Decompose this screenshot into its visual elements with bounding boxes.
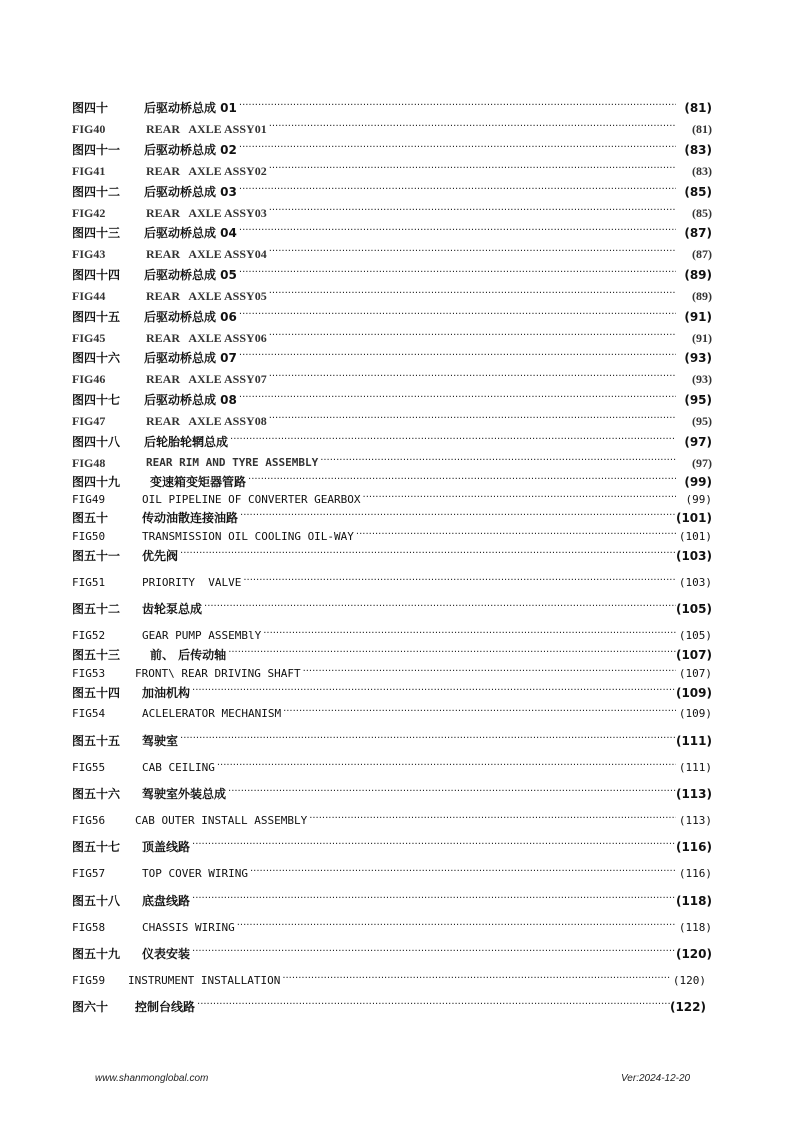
toc-page-number: (101): [675, 511, 712, 525]
toc-page-number: (97): [692, 456, 712, 470]
toc-page-number: (107): [678, 667, 712, 680]
dot-leader: [226, 646, 676, 662]
dot-leader: [190, 945, 676, 961]
toc-entry[interactable]: [72, 570, 712, 590]
toc-page-number: (122): [669, 1000, 706, 1014]
toc-entry[interactable]: [72, 755, 712, 775]
toc-entry[interactable]: [72, 95, 712, 115]
dot-leader: [215, 759, 676, 775]
toc-title: 控制台线路: [135, 1000, 196, 1014]
footer-website: www.shanmonglobal.com: [95, 1073, 209, 1084]
toc-entry[interactable]: [72, 861, 712, 881]
toc-figure-number: FIG52: [72, 629, 106, 642]
toc-figure-number: FIG40: [72, 122, 106, 136]
toc-page-number: (81): [692, 122, 712, 136]
toc-entry[interactable]: [72, 220, 712, 240]
dot-leader: [248, 865, 676, 881]
toc-figure-number: FIG41: [72, 164, 106, 178]
toc-entry[interactable]: [72, 524, 712, 544]
toc-page-number: (91): [692, 331, 712, 345]
toc-entry[interactable]: [72, 387, 712, 407]
dot-leader: [195, 998, 670, 1014]
toc-figure-number: 图四十八: [72, 435, 121, 449]
toc-figure-number: FIG55: [72, 761, 106, 774]
toc-page-number: (113): [678, 814, 712, 827]
dot-leader: [281, 705, 676, 721]
toc-page-number: (95): [684, 393, 712, 407]
toc-title: REAR AXLE ASSY02: [146, 164, 267, 178]
toc-page-number: (109): [678, 707, 712, 720]
toc-figure-number: 图五十七: [72, 840, 121, 854]
toc-figure-number: FIG51: [72, 576, 106, 589]
toc-entry[interactable]: [72, 623, 712, 643]
toc-title: ACLELERATOR MECHANISM: [142, 707, 282, 720]
toc-title: 顶盖线路: [142, 840, 191, 854]
dot-leader: [235, 919, 676, 935]
toc-page-number: (118): [675, 894, 712, 908]
toc-figure-number: 图六十: [72, 1000, 109, 1014]
toc-page-number: (107): [675, 648, 712, 662]
toc-title: REAR AXLE ASSY04: [146, 247, 267, 261]
dot-leader: [237, 141, 676, 157]
toc-figure-number: 图四十九: [72, 475, 121, 489]
toc-entry[interactable]: [72, 304, 712, 324]
dot-leader: [307, 812, 676, 828]
footer-version: Ver:2024-12-20: [621, 1073, 691, 1084]
toc-entry[interactable]: [72, 179, 712, 199]
dot-leader: [237, 391, 676, 407]
toc-figure-number: 图五十四: [72, 686, 121, 700]
toc-figure-number: FIG43: [72, 247, 106, 261]
toc-entry[interactable]: [72, 968, 706, 988]
toc-title: 齿轮泵总成: [142, 602, 203, 616]
toc-figure-number: FIG49: [72, 493, 106, 506]
toc-title: 后驱动桥总成 06: [144, 310, 237, 324]
dot-leader: [261, 627, 676, 643]
toc-entry[interactable]: [72, 915, 712, 935]
toc-entry[interactable]: [72, 345, 712, 365]
dot-leader: [301, 665, 676, 681]
toc-figure-number: FIG47: [72, 414, 106, 428]
toc-page-number: (83): [692, 164, 712, 178]
toc-page-number: (93): [684, 351, 712, 365]
toc-title: 底盘线路: [142, 894, 191, 908]
dot-leader: [190, 838, 676, 854]
dot-leader: [202, 600, 676, 616]
toc-page-number: (93): [692, 372, 712, 386]
toc-entry[interactable]: [72, 469, 712, 489]
dot-leader: [237, 99, 676, 115]
toc-title: 优先阀: [142, 549, 179, 563]
toc-title: 后驱动桥总成 03: [144, 185, 237, 199]
toc-entry[interactable]: [72, 158, 712, 178]
toc-figure-number: 图四十五: [72, 310, 121, 324]
toc-page-number: (116): [678, 867, 712, 880]
dot-leader: [237, 266, 676, 282]
toc-entry[interactable]: [72, 283, 712, 303]
toc-title: OIL PIPELINE OF CONVERTER GEARBOX: [142, 493, 361, 506]
toc-title: REAR AXLE ASSY01: [146, 122, 267, 136]
toc-entry[interactable]: [72, 994, 706, 1014]
toc-entry[interactable]: [72, 200, 712, 220]
toc-title: 后驱动桥总成 04: [144, 226, 237, 240]
toc-entry[interactable]: [72, 888, 712, 908]
toc-page-number: (118): [678, 921, 712, 934]
toc-page-number: (89): [684, 268, 712, 282]
toc-figure-number: FIG42: [72, 206, 106, 220]
toc-figure-number: 图四十六: [72, 351, 121, 365]
toc-page-number: (111): [675, 734, 712, 748]
toc-page-number: (120): [675, 947, 712, 961]
dot-leader: [267, 329, 676, 345]
toc-title: 驾驶室外装总成: [142, 787, 227, 801]
dot-leader: [190, 684, 676, 700]
toc-figure-number: 图五十五: [72, 734, 121, 748]
toc-page-number: (103): [678, 576, 712, 589]
toc-figure-number: FIG58: [72, 921, 106, 934]
dot-leader: [237, 308, 676, 324]
toc-page-number: (103): [675, 549, 712, 563]
toc-title: 传动油散连接油路: [142, 511, 239, 525]
dot-leader: [178, 732, 676, 748]
dot-leader: [267, 245, 676, 261]
toc-page-number: (111): [678, 761, 712, 774]
toc-page-number: (101): [678, 530, 712, 543]
toc-title: FRONT\ REAR DRIVING SHAFT: [135, 667, 301, 680]
toc-entry[interactable]: [72, 728, 712, 748]
toc-title: 后驱动桥总成 08: [144, 393, 237, 407]
toc-page-number: (109): [675, 686, 712, 700]
dot-leader: [237, 349, 676, 365]
toc-entry[interactable]: [72, 429, 712, 449]
toc-title: TRANSMISSION OIL COOLING OIL-WAY: [142, 530, 354, 543]
dot-leader: [226, 785, 676, 801]
toc-entry[interactable]: [72, 325, 712, 345]
toc-entry[interactable]: [72, 116, 712, 136]
toc-page-number: (85): [684, 185, 712, 199]
toc-figure-number: FIG59: [72, 974, 106, 987]
toc-figure-number: 图五十九: [72, 947, 121, 961]
toc-title: REAR AXLE ASSY03: [146, 206, 267, 220]
toc-title: CHASSIS WIRING: [142, 921, 235, 934]
toc-title: REAR AXLE ASSY06: [146, 331, 267, 345]
toc-title: 后轮胎轮辋总成: [144, 435, 229, 449]
toc-figure-number: FIG53: [72, 667, 106, 680]
toc-figure-number: 图五十一: [72, 549, 121, 563]
dot-leader: [267, 287, 676, 303]
toc-entry[interactable]: [72, 781, 712, 801]
toc-entry[interactable]: [72, 505, 712, 525]
dot-leader: [190, 892, 676, 908]
toc-entry[interactable]: [72, 661, 712, 681]
dot-leader: [237, 183, 676, 199]
toc-title: REAR AXLE ASSY07: [146, 372, 267, 386]
toc-figure-number: 图四十一: [72, 143, 121, 157]
toc-figure-number: 图五十六: [72, 787, 121, 801]
toc-title: PRIORITY VALVE: [142, 576, 242, 589]
toc-entry[interactable]: [72, 596, 712, 616]
toc-title: 仪表安装: [142, 947, 191, 961]
toc-page-number: (91): [684, 310, 712, 324]
toc-entry[interactable]: [72, 808, 712, 828]
toc-figure-number: 图四十二: [72, 185, 121, 199]
dot-leader: [237, 224, 676, 240]
toc-entry[interactable]: [72, 366, 712, 386]
dot-leader: [241, 574, 676, 590]
toc-title: 加油机构: [142, 686, 191, 700]
toc-entry[interactable]: [72, 241, 712, 261]
dot-leader: [267, 370, 676, 386]
toc-entry[interactable]: [72, 487, 712, 507]
toc-figure-number: FIG46: [72, 372, 106, 386]
toc-figure-number: 图五十二: [72, 602, 121, 616]
toc-figure-number: 图四十三: [72, 226, 121, 240]
toc-page-number: (95): [692, 414, 712, 428]
toc-title: REAR AXLE ASSY08: [146, 414, 267, 428]
toc-page-number: (85): [692, 206, 712, 220]
toc-title: CAB CEILING: [142, 761, 215, 774]
toc-entry[interactable]: [72, 450, 712, 470]
toc-figure-number: 图五十三: [72, 648, 121, 662]
dot-leader: [318, 454, 676, 470]
toc-title: REAR RIM AND TYRE ASSEMBLY: [146, 456, 319, 469]
toc-entry[interactable]: [72, 262, 712, 282]
dot-leader: [354, 528, 676, 544]
toc-entry[interactable]: [72, 680, 712, 700]
toc-page-number: (120): [672, 974, 706, 987]
toc-title: TOP COVER WIRING: [142, 867, 248, 880]
toc-figure-number: FIG48: [72, 456, 106, 470]
toc-page-number: (99): [685, 493, 712, 506]
dot-leader: [267, 120, 676, 136]
toc-figure-number: FIG45: [72, 331, 106, 345]
toc-title: 后驱动桥总成 07: [144, 351, 237, 365]
toc-entry[interactable]: [72, 941, 712, 961]
toc-figure-number: 图四十七: [72, 393, 121, 407]
toc-page-number: (113): [675, 787, 712, 801]
toc-title: CAB OUTER INSTALL ASSEMBLY: [135, 814, 308, 827]
toc-page-number: (87): [684, 226, 712, 240]
dot-leader: [267, 162, 676, 178]
toc-page-number: (116): [675, 840, 712, 854]
toc-entry[interactable]: [72, 543, 712, 563]
toc-title: 后驱动桥总成 05: [144, 268, 237, 282]
toc-page-number: (105): [675, 602, 712, 616]
toc-figure-number: FIG50: [72, 530, 106, 543]
toc-title: INSTRUMENT INSTALLATION: [128, 974, 281, 987]
toc-figure-number: FIG44: [72, 289, 106, 303]
toc-entry[interactable]: [72, 834, 712, 854]
toc-page-number: (97): [684, 435, 712, 449]
toc-title: 前、 后传动轴: [150, 648, 227, 662]
toc-page-number: (81): [684, 101, 712, 115]
toc-title: 后驱动桥总成 01: [144, 101, 237, 115]
toc-page-number: (83): [684, 143, 712, 157]
toc-title: 驾驶室: [142, 734, 179, 748]
toc-page-number: (105): [678, 629, 712, 642]
toc-entry[interactable]: [72, 137, 712, 157]
dot-leader: [280, 972, 670, 988]
dot-leader: [178, 547, 676, 563]
toc-page-number: (89): [692, 289, 712, 303]
toc-figure-number: FIG57: [72, 867, 106, 880]
toc-title: GEAR PUMP ASSEMBlY: [142, 629, 262, 642]
dot-leader: [267, 204, 676, 220]
toc-page-number: (87): [692, 247, 712, 261]
toc-entry[interactable]: [72, 408, 712, 428]
toc-figure-number: 图五十: [72, 511, 109, 525]
dot-leader: [238, 509, 676, 525]
toc-figure-number: 图五十八: [72, 894, 121, 908]
dot-leader: [228, 433, 676, 449]
toc-figure-number: FIG56: [72, 814, 106, 827]
toc-figure-number: 图四十四: [72, 268, 121, 282]
toc-figure-number: FIG54: [72, 707, 106, 720]
toc-title: REAR AXLE ASSY05: [146, 289, 267, 303]
toc-entry[interactable]: [72, 701, 712, 721]
toc-entry[interactable]: [72, 642, 712, 662]
toc-title: 变速箱变矩器管路: [150, 475, 247, 489]
toc-figure-number: 图四十: [72, 101, 109, 115]
toc-page-number: (99): [684, 475, 712, 489]
toc-title: 后驱动桥总成 02: [144, 143, 237, 157]
dot-leader: [267, 412, 676, 428]
